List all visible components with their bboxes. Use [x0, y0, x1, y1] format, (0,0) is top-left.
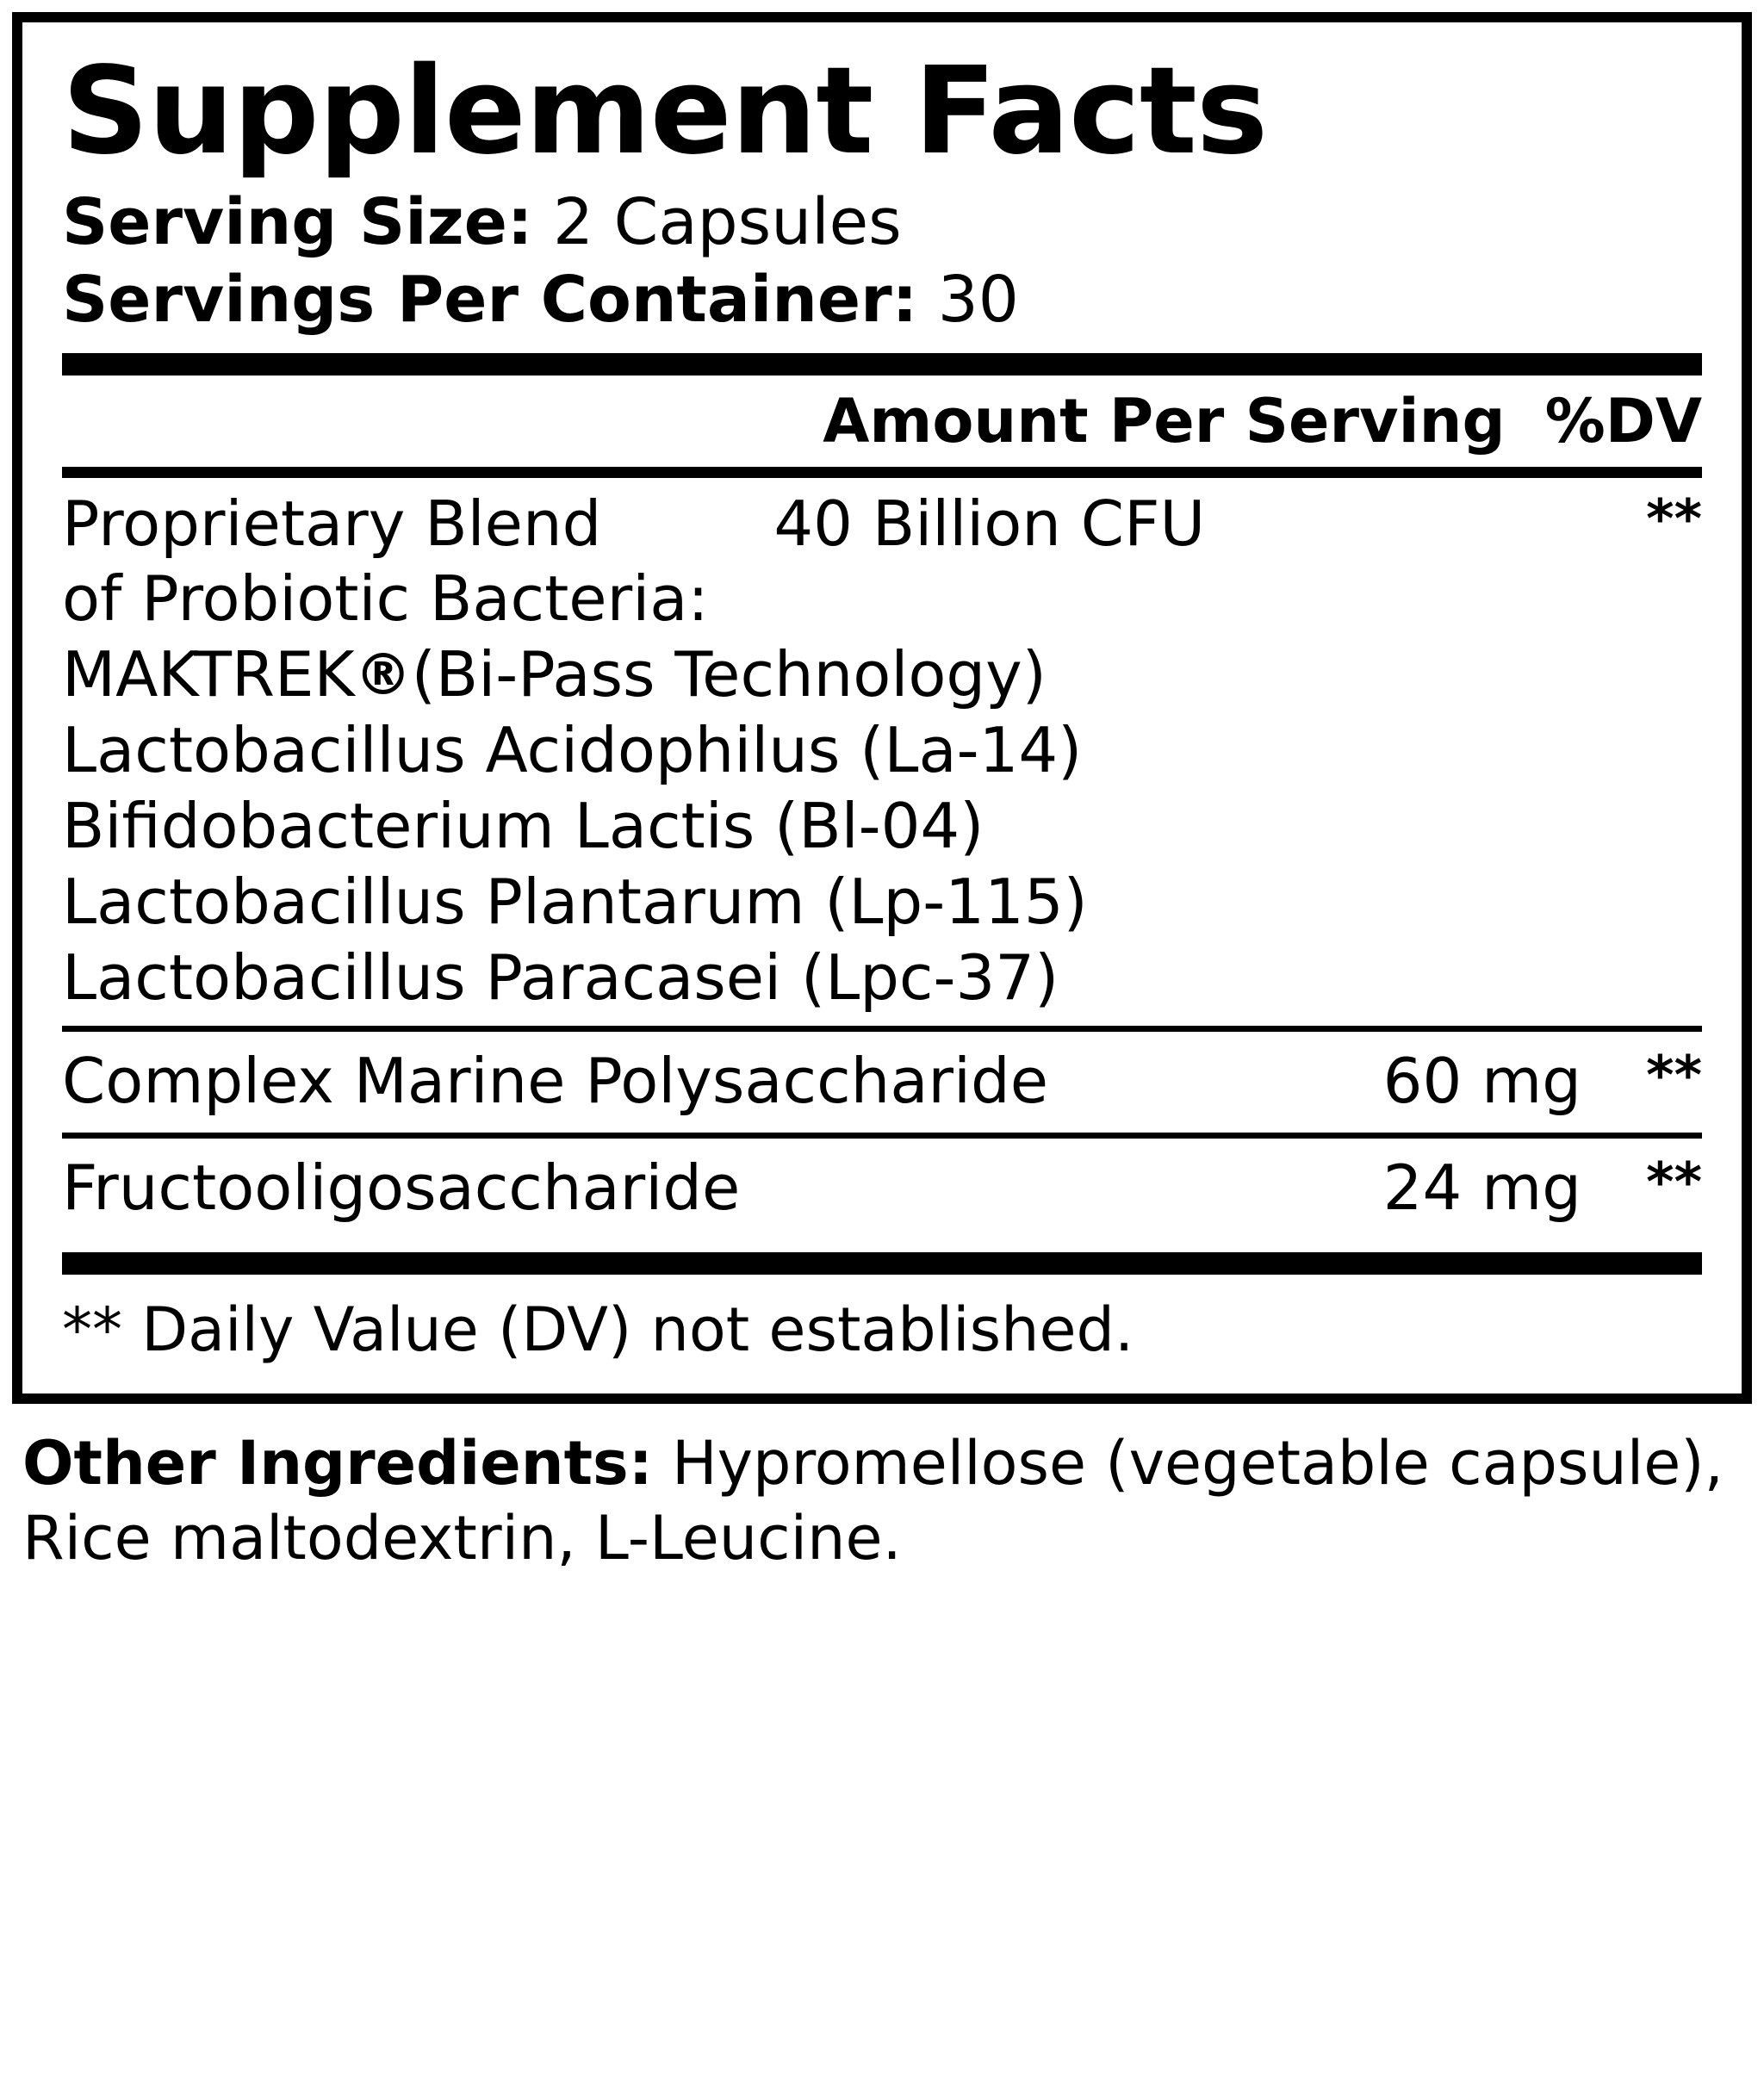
registered-trademark-icon: ®	[354, 642, 412, 709]
servings-per-container-line	[62, 261, 1702, 338]
strain-item: Lactobacillus Plantarum (Lp-115)	[62, 865, 1088, 938]
strain-item: Lactobacillus Paracasei (Lpc-37)	[62, 940, 1059, 1014]
page-title: Supplement Facts	[62, 41, 1268, 182]
serving-size-line	[62, 183, 1702, 261]
ingredient-row	[62, 1139, 1702, 1238]
daily-value-header: %DV	[1544, 385, 1702, 456]
proprietary-blend-block	[62, 478, 1702, 1027]
other-ingredients	[22, 1426, 1747, 1576]
daily-value-footnote: ** Daily Value (DV) not established.	[62, 1294, 1134, 1366]
ingredient-dv: **	[1646, 1150, 1702, 1213]
servings-per-container-value: 30	[937, 263, 1019, 338]
ingredient-name: Fructooligosaccharide	[62, 1151, 741, 1224]
serving-size-label: Serving Size:	[62, 185, 533, 259]
ingredient-row	[62, 1032, 1702, 1132]
other-ingredients-text: Hypromellose (vegetable capsule), Rice maltodextrin, L-Leucine.	[22, 1428, 1724, 1574]
divider-thick-bottom	[62, 1252, 1702, 1275]
supplement-facts-label	[0, 12, 1764, 2098]
serving-size-value: 2 Capsules	[553, 185, 902, 259]
strain-item: Lactobacillus Acidophilus (La-14)	[62, 714, 1083, 787]
proprietary-blend-dv: **	[1646, 487, 1702, 550]
proprietary-blend-amount: 40 Billion CFU	[773, 487, 1206, 560]
maktrek-line	[62, 637, 1702, 713]
ingredient-amount: 24 mg	[1382, 1151, 1581, 1224]
divider-row-1	[62, 1026, 1702, 1032]
divider-under-headers	[62, 467, 1702, 478]
other-ingredients-label: Other Ingredients:	[22, 1428, 653, 1499]
servings-per-container-label: Servings Per Container:	[62, 263, 918, 338]
maktrek-name: MAKTREK	[62, 638, 355, 711]
supplement-facts-panel	[12, 12, 1752, 1404]
proprietary-blend-row	[62, 487, 1702, 562]
ingredient-name: Complex Marine Polysaccharide	[62, 1045, 1049, 1118]
strain-item: Bifidobacterium Lactis (Bl-04)	[62, 789, 984, 862]
ingredient-dv: **	[1646, 1044, 1702, 1108]
column-headers	[62, 376, 1702, 467]
amount-per-serving-header: Amount Per Serving	[823, 385, 1506, 456]
proprietary-blend-name: Proprietary Blend	[62, 487, 602, 560]
divider-row-2	[62, 1133, 1702, 1139]
divider-thick-top	[62, 353, 1702, 376]
ingredient-amount: 60 mg	[1382, 1045, 1581, 1118]
maktrek-suffix: (Bi-Pass Technology)	[411, 638, 1047, 711]
proprietary-blend-subtitle: of Probiotic Bacteria:	[62, 562, 709, 636]
